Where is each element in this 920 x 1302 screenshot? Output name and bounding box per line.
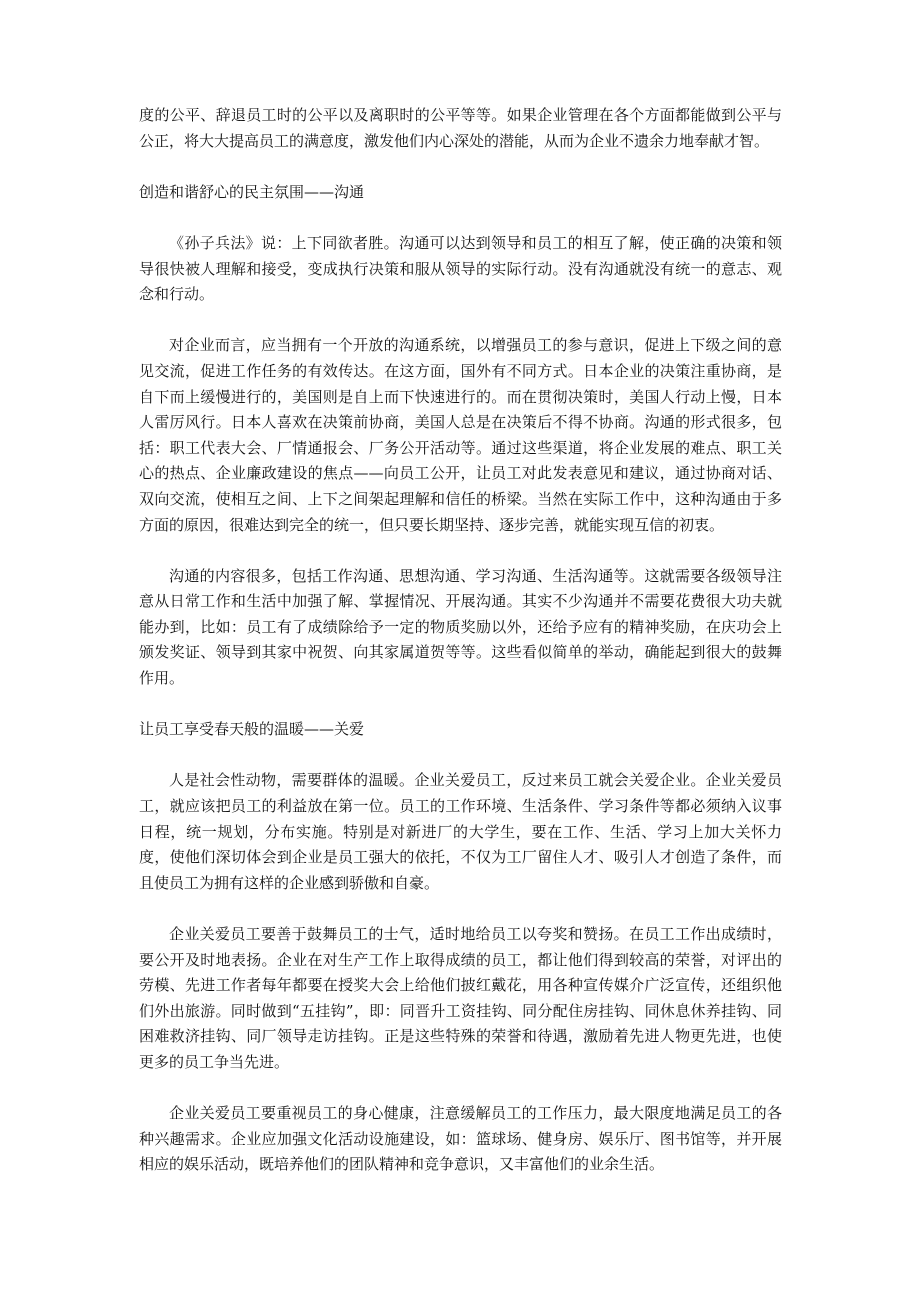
paragraph-social-animal: 人是社会性动物，需要群体的温暖。企业关爱员工，反过来员工就会关爱企业。企业关爱员工，就应该把员工的利益放在第一位。员工的工作环境、生活条件、学习条件等都必须纳入议事日程，统一规划，分布实施。特别是对新进厂的大学生，要在工作、生活、学习上加大关怀力度，使他们深切体会到企业是员工强大的依托，不仅为工厂留住人才、吸引人才创造了条件，而且使员工为拥有这样的企业感到骄傲和自豪。 (139, 771, 782, 892)
paragraph-sunzi: 《孙子兵法》说：上下同欲者胜。沟通可以达到领导和员工的相互了解，使正确的决策和领导很快被人理解和接受，变成执行决策和服从领导的实际行动。没有沟通就没有统一的意志、观念和行动。 (139, 233, 782, 304)
section-heading-care: 让员工享受春天般的温暖——关爱 (139, 720, 365, 739)
paragraph-communication-content: 沟通的内容很多，包括工作沟通、思想沟通、学习沟通、生活沟通等。这就需要各级领导注意从日常工作和生活中加强了解、掌握情况、开展沟通。其实不少沟通并不需要花费很大功夫就能办到，比如：员工有了成绩除给予一定的物质奖励以外，还给予应有的精神奖励，在庆功会上颁发奖证、领导到其家中祝贺、向其家属道贺等等。这些看似简单的举动，确能起到很大的鼓舞作用。 (139, 566, 782, 688)
paragraph-continuation: 度的公平、辞退员工时的公平以及离职时的公平等等。如果企业管理在各个方面都能做到公平与公正，将大大提高员工的满意度，激发他们内心深处的潜能，从而为企业不遗余力地奉献才智。 (139, 106, 782, 150)
paragraph-health: 企业关爱员工要重视员工的身心健康，注意缓解员工的工作压力，最大限度地满足员工的各种兴趣需求。企业应加强文化活动设施建设，如：篮球场、健身房、娱乐厅、图书馆等，并开展相应的娱乐活动，既培养他们的团队精神和竞争意识，又丰富他们的业余生活。 (139, 1104, 782, 1174)
section-heading-communication: 创造和谐舒心的民主氛围——沟通 (139, 182, 365, 201)
document-page (139, 103, 782, 1204)
paragraph-morale: 企业关爱员工要善于鼓舞员工的士气，适时地给员工以夸奖和赞扬。在员工工作出成绩时，要公开及时地表扬。企业在对生产工作上取得成绩的员工，都让他们得到较高的荣誉，对评出的劳模、先进工作者每年都要在授奖大会上给他们披红戴花，用各种宣传媒介广泛宣传，还组织他们外出旅游。同时做到“五挂钩”，即：同晋升工资挂钩、同分配住房挂钩、同休息休养挂钩、同困难救济挂钩、同厂领导走访挂钩。正是这些特殊的荣誉和待遇，激励着先进人物更先进，也使更多的员工争当先进。 (139, 925, 782, 1071)
paragraph-open-communication: 对企业而言，应当拥有一个开放的沟通系统，以增强员工的参与意识，促进上下级之间的意见交流，促进工作任务的有效传达。在这方面，国外有不同方式。日本企业的决策注重协商，是自下而上缓慢进行的，美国则是自上而下快速进行的。而在贯彻决策时，美国人行动上慢，日本人雷厉风行。日本人喜欢在决策前协商，美国人总是在决策后不得不协商。沟通的形式很多，包括：职工代表大会、厂情通报会、厂务公开活动等。通过这些渠道，将企业发展的难点、职工关心的热点、企业廉政建设的焦点——向员工公开，让员工对此发表意见和建议，通过协商对话、双向交流，使相互之间、上下之间架起理解和信任的桥梁。当然在实际工作中，这种沟通由于多方面的原因，很难达到完全的统一，但只要长期坚持、逐步完善，就能实现互信的初衷。 (139, 336, 782, 534)
